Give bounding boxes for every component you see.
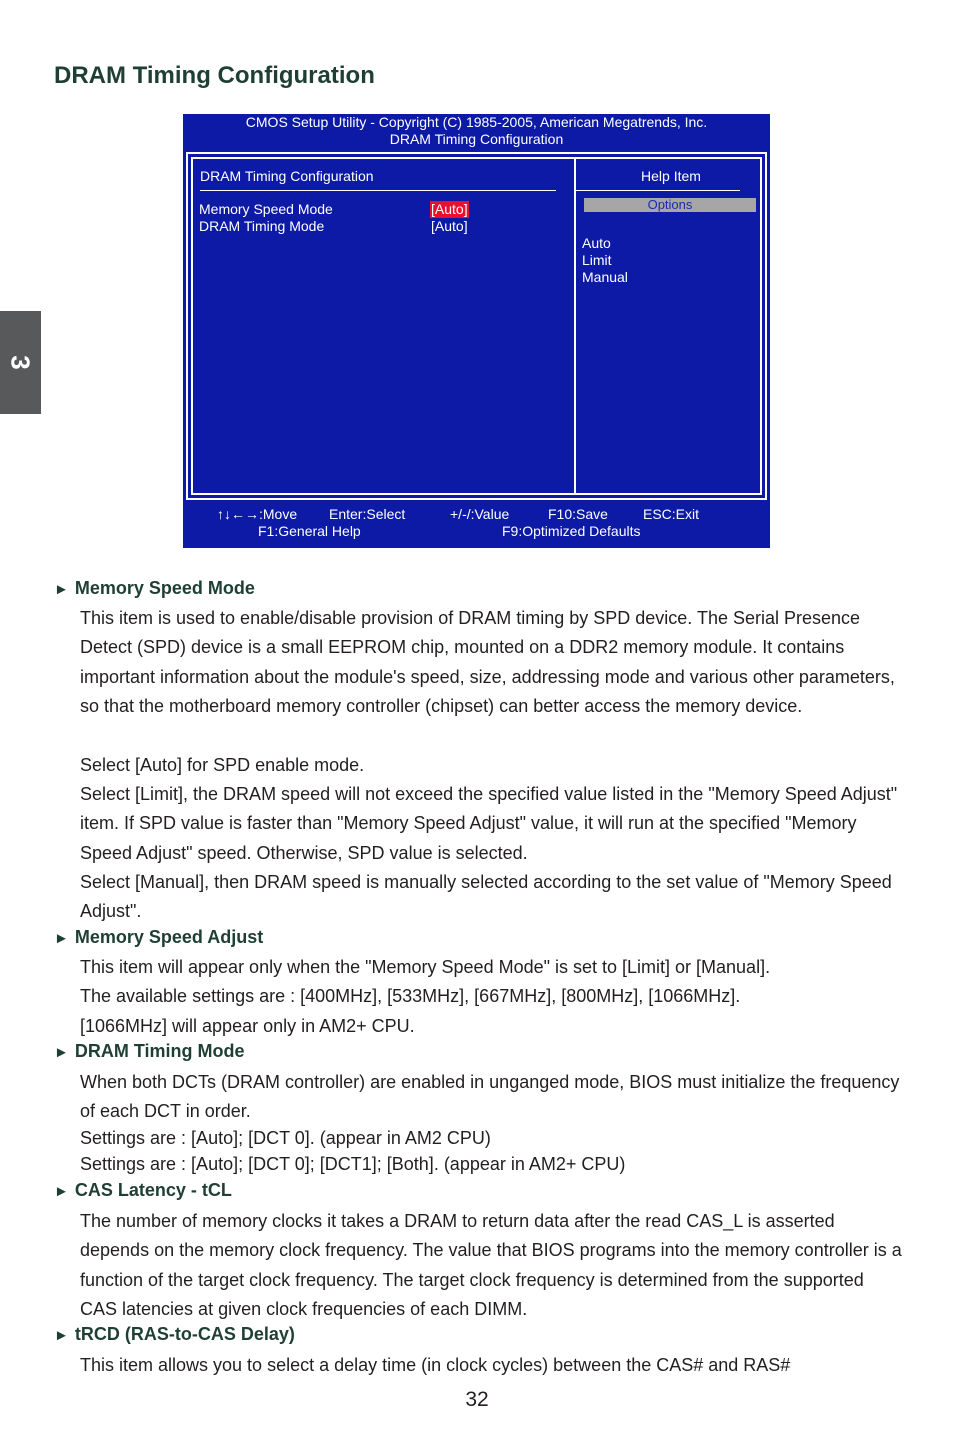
section-heading-dram-timing-mode: ► DRAM Timing Mode	[54, 1041, 245, 1061]
bios-panel-divider	[574, 159, 576, 493]
bios-item-dram-timing-mode-value[interactable]: [Auto]	[431, 218, 468, 234]
bios-options-bar: Options	[584, 198, 756, 212]
bios-option-limit[interactable]: Limit	[582, 252, 612, 268]
bios-item-memory-speed-mode[interactable]: Memory Speed Mode	[199, 201, 333, 217]
bullet-arrow-icon: ►	[54, 1044, 69, 1061]
section-paragraph: The available settings are : [400MHz], [533MHz], [667MHz], [800MHz], [1066MHz].	[80, 986, 741, 1006]
section-paragraph: This item will appear only when the "Memory Speed Mode" is set to [Limit] or [Manual].	[80, 957, 771, 977]
bullet-arrow-icon: ►	[54, 930, 69, 947]
bios-footer-save: F10:Save	[548, 506, 608, 522]
section-heading-memory-speed-mode: ► Memory Speed Mode	[54, 578, 255, 598]
bios-frame	[186, 152, 767, 500]
bullet-arrow-icon: ►	[54, 581, 69, 598]
section-heading-memory-speed-adjust: ► Memory Speed Adjust	[54, 927, 264, 947]
section-paragraph: When both DCTs (DRAM controller) are enabled in unganged mode, BIOS must initialize the frequency of each DCT in order.	[80, 1072, 900, 1122]
bios-help-title: Help Item	[641, 168, 701, 184]
section-paragraph: [1066MHz] will appear only in AM2+ CPU.	[80, 1016, 415, 1036]
bios-option-auto[interactable]: Auto	[582, 235, 611, 251]
section-heading-trcd: ► tRCD (RAS-to-CAS Delay)	[54, 1324, 295, 1344]
page-title: DRAM Timing Configuration	[54, 62, 375, 89]
bullet-arrow-icon: ►	[54, 1327, 69, 1344]
section-paragraph: Select [Auto] for SPD enable mode.	[80, 755, 365, 775]
section-paragraph: Select [Limit], the DRAM speed will not exceed the specified value listed in the "Memory Speed Adjust" item. If SPD value is faster than "Memory Speed Adjust" value, it will run at the specified "Memory Speed Adjust" speed. Otherwise, SPD value is selected.	[80, 784, 898, 863]
section-paragraph: This item allows you to select a delay time (in clock cycles) between the CAS# and RAS#	[80, 1355, 791, 1375]
bios-footer-exit: ESC:Exit	[643, 506, 700, 522]
bios-option-manual[interactable]: Manual	[582, 269, 628, 285]
bios-menu-title-rule	[200, 190, 556, 191]
bios-footer-help: F1:General Help	[258, 523, 361, 539]
chapter-number: 3	[6, 355, 36, 370]
section-paragraph: The number of memory clocks it takes a DRAM to return data after the read CAS_L is asserted depends on the memory clock frequency. The value that BIOS programs into the memory controller is a function of the target clock frequency. The target clock frequency is determined from the supported CAS latencies at given clock frequencies of each DIMM.	[80, 1211, 902, 1319]
bios-item-dram-timing-mode[interactable]: DRAM Timing Mode	[199, 218, 325, 234]
page-number: 32	[465, 1388, 489, 1411]
bios-menu-title: DRAM Timing Configuration	[200, 168, 374, 184]
section-heading-cas-latency: ► CAS Latency - tCL	[54, 1180, 232, 1200]
bios-footer-value: +/-/:Value	[450, 506, 510, 522]
bios-header-copyright: CMOS Setup Utility - Copyright (C) 1985-2005, American Megatrends, Inc.	[245, 114, 708, 130]
bios-footer-move: ↑↓←→:Move	[217, 506, 298, 522]
bios-footer-defaults: F9:Optimized Defaults	[502, 523, 641, 539]
section-paragraph: This item is used to enable/disable provision of DRAM timing by SPD device. The Serial Presence Detect (SPD) device is a small EEPROM chip, mounted on a DDR2 memory module. It contains important information about the module's speed, size, addressing mode and various other parameters, so that the motherboard memory controller (chipset) can better access the memory device.	[80, 608, 895, 716]
section-paragraph: Settings are : [Auto]; [DCT 0]. (appear in AM2 CPU)	[80, 1128, 491, 1148]
section-paragraph: Settings are : [Auto]; [DCT 0]; [DCT1]; [Both]. (appear in AM2+ CPU)	[80, 1154, 626, 1174]
bios-footer-enter: Enter:Select	[329, 506, 406, 522]
bios-screen	[183, 114, 770, 548]
section-paragraph: Select [Manual], then DRAM speed is manually selected according to the set value of "Memory Speed Adjust".	[80, 872, 892, 922]
bios-inner-frame	[191, 157, 762, 495]
bullet-arrow-icon: ►	[54, 1183, 69, 1200]
bios-help-title-rule	[576, 190, 740, 191]
bios-item-memory-speed-mode-value[interactable]: [Auto]	[431, 201, 468, 217]
chapter-tab	[0, 311, 41, 414]
bios-header-title: DRAM Timing Configuration	[389, 131, 564, 147]
